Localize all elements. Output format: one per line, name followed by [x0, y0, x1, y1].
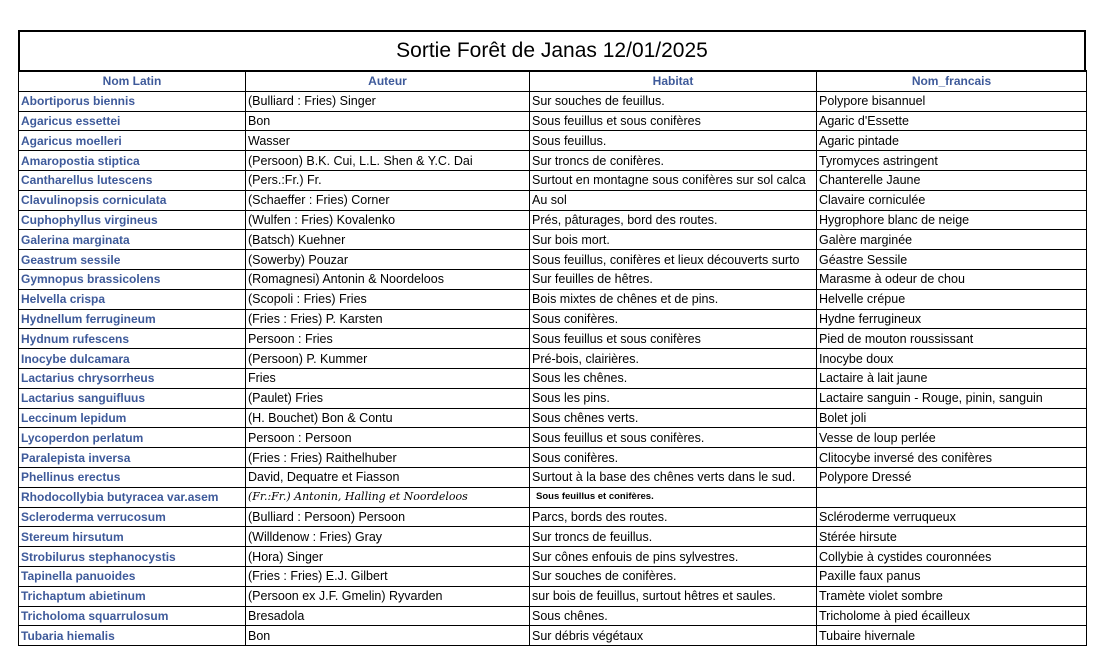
table-row: [19, 170, 1087, 190]
cell-nom-latin: Cuphophyllus virgineus: [19, 210, 246, 230]
cell-nom-latin: Gymnopus brassicolens: [19, 269, 246, 289]
cell-nom-francais: Scléroderme verruqueux: [817, 507, 1087, 527]
cell-nom-latin: Clavulinopsis corniculata: [19, 190, 246, 210]
cell-nom-latin: Geastrum sessile: [19, 250, 246, 270]
cell-habitat: Sur souches de conifères.: [530, 566, 817, 586]
table-row: [19, 626, 1087, 646]
cell-habitat: Sous les pins.: [530, 388, 817, 408]
header-row: [19, 71, 1087, 91]
cell-nom-francais: Marasme à odeur de chou: [817, 269, 1087, 289]
cell-nom-latin: Inocybe dulcamara: [19, 349, 246, 369]
cell-nom-francais: Chanterelle Jaune: [817, 170, 1087, 190]
cell-nom-francais: Helvelle crépue: [817, 289, 1087, 309]
cell-habitat: Sous feuillus et conifères.: [530, 487, 817, 507]
cell-habitat: Sous les chênes.: [530, 368, 817, 388]
cell-habitat: Sous feuillus, conifères et lieux découverts surto: [530, 250, 817, 270]
cell-habitat: Sur bois mort.: [530, 230, 817, 250]
cell-nom-latin: Phellinus erectus: [19, 467, 246, 487]
cell-habitat: Sous feuillus.: [530, 131, 817, 151]
cell-nom-latin: Lactarius chrysorrheus: [19, 368, 246, 388]
cell-auteur: (Pers.:Fr.) Fr.: [246, 170, 530, 190]
cell-nom-latin: Tricholoma squarrulosum: [19, 606, 246, 626]
table-row: [19, 566, 1087, 586]
cell-nom-francais: Bolet joli: [817, 408, 1087, 428]
cell-habitat: Sur feuilles de hêtres.: [530, 269, 817, 289]
cell-habitat: Sur débris végétaux: [530, 626, 817, 646]
cell-habitat: Sur troncs de conifères.: [530, 151, 817, 171]
cell-auteur: (Fries : Fries) E.J. Gilbert: [246, 566, 530, 586]
cell-auteur: (Persoon) B.K. Cui, L.L. Shen & Y.C. Dai: [246, 151, 530, 171]
cell-habitat: Sous chênes verts.: [530, 408, 817, 428]
table-row: [19, 349, 1087, 369]
cell-auteur: Bon: [246, 626, 530, 646]
species-table: [18, 70, 1087, 646]
table-row: [19, 448, 1087, 468]
cell-nom-francais: Agaric pintade: [817, 131, 1087, 151]
cell-nom-latin: Agaricus moelleri: [19, 131, 246, 151]
cell-nom-francais: Inocybe doux: [817, 349, 1087, 369]
table-row: [19, 131, 1087, 151]
cell-nom-latin: Helvella crispa: [19, 289, 246, 309]
cell-auteur: (Scopoli : Fries) Fries: [246, 289, 530, 309]
table-row: [19, 428, 1087, 448]
cell-habitat: Sur troncs de feuillus.: [530, 527, 817, 547]
cell-nom-francais: Polypore bisannuel: [817, 91, 1087, 111]
cell-auteur: Fries: [246, 368, 530, 388]
table-row: [19, 210, 1087, 230]
cell-habitat: Sous feuillus et sous conifères: [530, 111, 817, 131]
cell-nom-latin: Abortiporus biennis: [19, 91, 246, 111]
table-row: [19, 527, 1087, 547]
cell-auteur: (H. Bouchet) Bon & Contu: [246, 408, 530, 428]
cell-habitat: Surtout à la base des chênes verts dans le sud.: [530, 467, 817, 487]
table-row: [19, 269, 1087, 289]
cell-nom-francais: [817, 487, 1087, 507]
cell-auteur: (Fries : Fries) P. Karsten: [246, 309, 530, 329]
table-row: [19, 111, 1087, 131]
cell-habitat: Sous conifères.: [530, 448, 817, 468]
table-row: [19, 507, 1087, 527]
table-row: [19, 408, 1087, 428]
cell-nom-latin: Galerina marginata: [19, 230, 246, 250]
cell-nom-latin: Hydnellum ferrugineum: [19, 309, 246, 329]
cell-habitat: Sur souches de feuillus.: [530, 91, 817, 111]
table-row: [19, 91, 1087, 111]
cell-habitat: sur bois de feuillus, surtout hêtres et saules.: [530, 586, 817, 606]
cell-auteur: (Bulliard : Persoon) Persoon: [246, 507, 530, 527]
cell-auteur: (Batsch) Kuehner: [246, 230, 530, 250]
cell-nom-francais: Agaric d'Essette: [817, 111, 1087, 131]
cell-auteur: David, Dequatre et Fiasson: [246, 467, 530, 487]
cell-nom-francais: Géastre Sessile: [817, 250, 1087, 270]
cell-nom-francais: Polypore Dressé: [817, 467, 1087, 487]
cell-nom-francais: Lactaire sanguin - Rouge, pinin, sanguin: [817, 388, 1087, 408]
cell-habitat: Parcs, bords des routes.: [530, 507, 817, 527]
cell-auteur: Persoon : Fries: [246, 329, 530, 349]
cell-nom-francais: Hydne ferrugineux: [817, 309, 1087, 329]
cell-nom-francais: Paxille faux panus: [817, 566, 1087, 586]
cell-auteur: Wasser: [246, 131, 530, 151]
cell-nom-francais: Hygrophore blanc de neige: [817, 210, 1087, 230]
header-nom-francais: Nom_francais: [817, 71, 1087, 91]
table-row: [19, 368, 1087, 388]
cell-nom-francais: Clitocybe inversé des conifères: [817, 448, 1087, 468]
cell-habitat: Sous conifères.: [530, 309, 817, 329]
cell-auteur: (Schaeffer : Fries) Corner: [246, 190, 530, 210]
header-nom-latin: Nom Latin: [19, 71, 246, 91]
cell-nom-latin: Trichaptum abietinum: [19, 586, 246, 606]
cell-nom-francais: Galère marginée: [817, 230, 1087, 250]
table-row: [19, 606, 1087, 626]
cell-nom-francais: Tubaire hivernale: [817, 626, 1087, 646]
cell-habitat: Bois mixtes de chênes et de pins.: [530, 289, 817, 309]
cell-habitat: Sur cônes enfouis de pins sylvestres.: [530, 547, 817, 567]
cell-nom-latin: Rhodocollybia butyracea var.asem: [19, 487, 246, 507]
cell-nom-francais: Lactaire à lait jaune: [817, 368, 1087, 388]
cell-nom-latin: Scleroderma verrucosum: [19, 507, 246, 527]
cell-auteur: Persoon : Persoon: [246, 428, 530, 448]
cell-nom-latin: Cantharellus lutescens: [19, 170, 246, 190]
table-row: [19, 388, 1087, 408]
cell-nom-latin: Strobilurus stephanocystis: [19, 547, 246, 567]
cell-auteur: Bon: [246, 111, 530, 131]
cell-auteur: (Fr.:Fr.) Antonin, Halling et Noordeloos: [246, 487, 530, 507]
cell-nom-francais: Tyromyces astringent: [817, 151, 1087, 171]
cell-nom-latin: Leccinum lepidum: [19, 408, 246, 428]
cell-nom-francais: Tricholome à pied écailleux: [817, 606, 1087, 626]
sheet-title: Sortie Forêt de Janas 12/01/2025: [18, 30, 1086, 70]
cell-nom-francais: Collybie à cystides couronnées: [817, 547, 1087, 567]
cell-auteur: (Wulfen : Fries) Kovalenko: [246, 210, 530, 230]
table-body: [19, 91, 1087, 645]
cell-nom-latin: Tapinella panuoides: [19, 566, 246, 586]
cell-nom-latin: Hydnum rufescens: [19, 329, 246, 349]
header-habitat: Habitat: [530, 71, 817, 91]
cell-nom-francais: Pied de mouton roussissant: [817, 329, 1087, 349]
cell-nom-francais: Tramète violet sombre: [817, 586, 1087, 606]
spreadsheet: [18, 30, 1086, 646]
table-row: [19, 586, 1087, 606]
table-row: [19, 289, 1087, 309]
cell-nom-francais: Vesse de loup perlée: [817, 428, 1087, 448]
cell-auteur: (Willdenow : Fries) Gray: [246, 527, 530, 547]
cell-habitat: Prés, pâturages, bord des routes.: [530, 210, 817, 230]
table-row: [19, 329, 1087, 349]
cell-nom-francais: Clavaire corniculée: [817, 190, 1087, 210]
cell-nom-latin: Stereum hirsutum: [19, 527, 246, 547]
table-row: [19, 487, 1087, 507]
table-row: [19, 230, 1087, 250]
cell-auteur: (Hora) Singer: [246, 547, 530, 567]
cell-auteur: (Persoon) P. Kummer: [246, 349, 530, 369]
cell-nom-latin: Lactarius sanguifluus: [19, 388, 246, 408]
table-row: [19, 547, 1087, 567]
cell-nom-latin: Tubaria hiemalis: [19, 626, 246, 646]
table-row: [19, 151, 1087, 171]
cell-nom-latin: Lycoperdon perlatum: [19, 428, 246, 448]
table-row: [19, 309, 1087, 329]
table-row: [19, 190, 1087, 210]
cell-auteur: (Paulet) Fries: [246, 388, 530, 408]
cell-auteur: (Bulliard : Fries) Singer: [246, 91, 530, 111]
table-row: [19, 250, 1087, 270]
cell-habitat: Au sol: [530, 190, 817, 210]
cell-habitat: Surtout en montagne sous conifères sur sol calca: [530, 170, 817, 190]
cell-habitat: Sous feuillus et sous conifères.: [530, 428, 817, 448]
cell-auteur: (Romagnesi) Antonin & Noordeloos: [246, 269, 530, 289]
cell-auteur: (Fries : Fries) Raithelhuber: [246, 448, 530, 468]
cell-habitat: Sous chênes.: [530, 606, 817, 626]
cell-habitat: Pré-bois, clairières.: [530, 349, 817, 369]
cell-auteur: (Persoon ex J.F. Gmelin) Ryvarden: [246, 586, 530, 606]
cell-auteur: (Sowerby) Pouzar: [246, 250, 530, 270]
cell-nom-latin: Agaricus essettei: [19, 111, 246, 131]
cell-nom-latin: Paralepista inversa: [19, 448, 246, 468]
cell-auteur: Bresadola: [246, 606, 530, 626]
table-row: [19, 467, 1087, 487]
cell-nom-latin: Amaropostia stiptica: [19, 151, 246, 171]
cell-nom-francais: Stérée hirsute: [817, 527, 1087, 547]
header-auteur: Auteur: [246, 71, 530, 91]
cell-habitat: Sous feuillus et sous conifères: [530, 329, 817, 349]
